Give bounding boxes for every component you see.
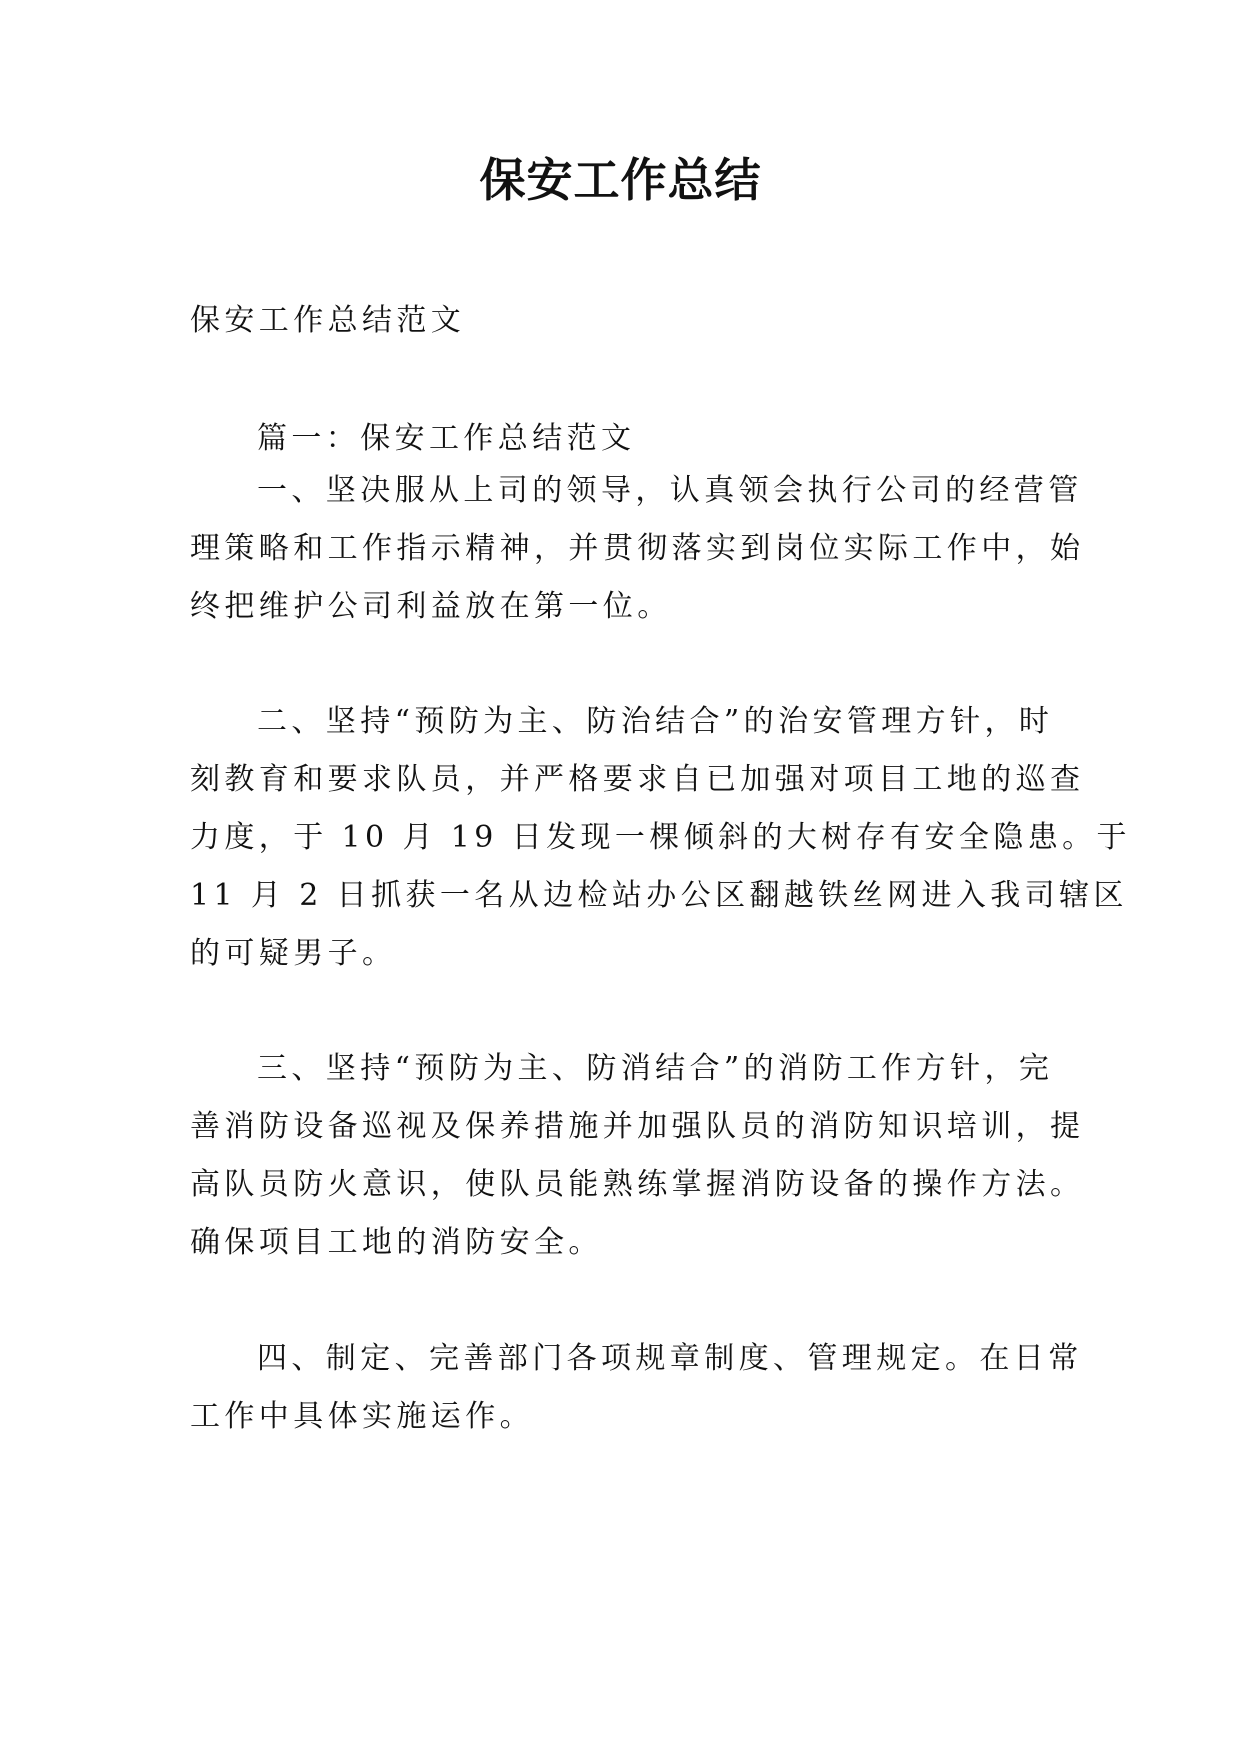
paragraph-line: 善消防设备巡视及保养措施并加强队员的消防知识培训，提 xyxy=(190,1109,1085,1144)
paragraph-line: 终把维护公司利益放在第一位。 xyxy=(190,589,672,624)
paragraph-line: 确保项目工地的消防安全。 xyxy=(190,1225,603,1260)
paragraph-line: 刻教育和要求队员，并严格要求自已加强对项目工地的巡查 xyxy=(190,762,1085,797)
paragraph-line: 三、坚持“预防为主、防消结合”的消防工作方针，完 xyxy=(257,1051,1054,1086)
paragraph-line: 四、制定、完善部门各项规章制度、管理规定。在日常 xyxy=(257,1341,1083,1376)
paragraph-line: 力度，于 10 月 19 日发现一棵倾斜的大树存有安全隐患。于 xyxy=(190,820,1131,855)
paragraph-line: 11 月 2 日抓获一名从边检站办公区翻越铁丝网进入我司辖区 xyxy=(190,878,1128,913)
paragraph-line: 工作中具体实施运作。 xyxy=(190,1399,534,1434)
document-subtitle: 保安工作总结范文 xyxy=(190,303,466,338)
paragraph-line: 一、坚决服从上司的领导，认真领会执行公司的经营管 xyxy=(257,473,1083,508)
document-title: 保安工作总结 xyxy=(479,153,762,207)
paragraph-line: 二、坚持“预防为主、防治结合”的治安管理方针，时 xyxy=(257,704,1054,739)
paragraph-line: 理策略和工作指示精神，并贯彻落实到岗位实际工作中，始 xyxy=(190,531,1085,566)
paragraph-line: 的可疑男子。 xyxy=(190,936,397,971)
paragraph-line: 高队员防火意识，使队员能熟练掌握消防设备的操作方法。 xyxy=(190,1167,1085,1202)
section-heading: 篇一：保安工作总结范文 xyxy=(257,421,636,456)
